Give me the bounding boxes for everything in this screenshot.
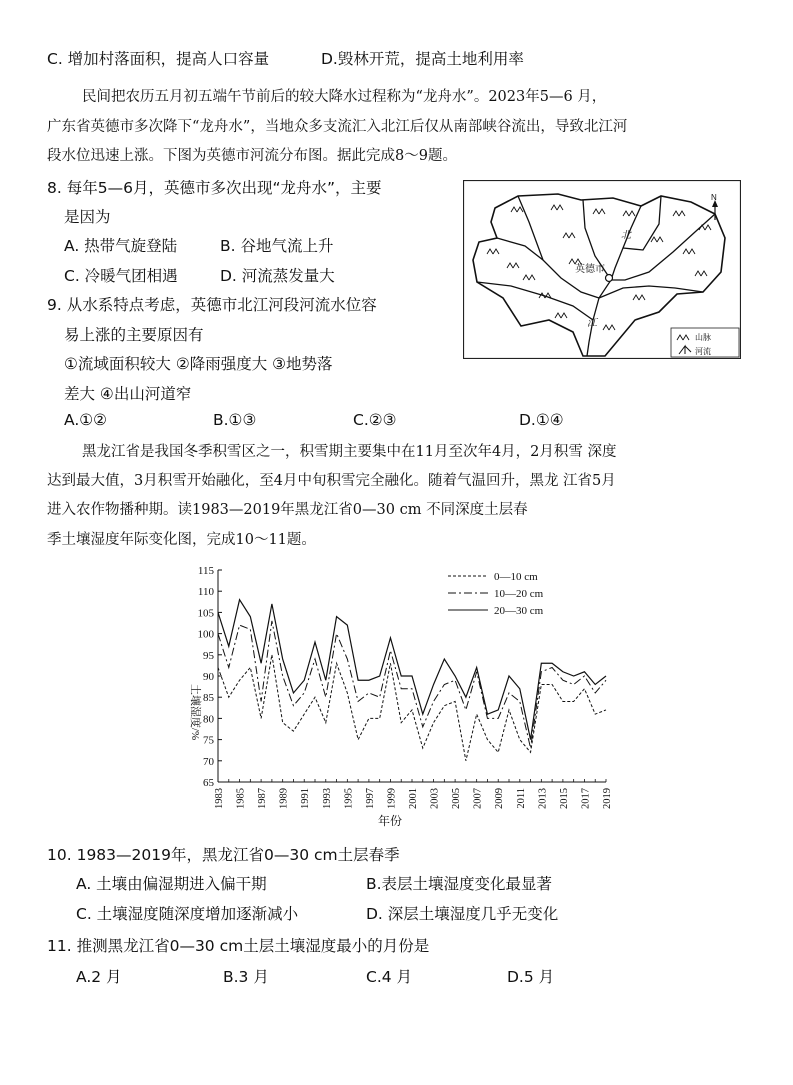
q9-stem-line1: 9. 从水系特点考虑，英德市北江河段河流水位容: [47, 296, 377, 314]
y-tick-label: 65: [203, 777, 214, 789]
passage2-line4: 季土壤湿度年际变化图，完成10～11题。: [47, 532, 316, 548]
x-tick-label: 1999: [386, 788, 398, 809]
passage1-line1: 民间把农历五月初五端午节前后的较大降水过程称为“龙舟水”。2023年5—6 月，: [82, 89, 607, 105]
soil-moisture-chart: [178, 560, 623, 830]
x-tick-label: 1987: [257, 788, 269, 809]
prev-option-d: D.毁林开荒，提高土地利用率: [321, 50, 524, 68]
x-tick-label: 2007: [472, 788, 484, 809]
q9-items-line2: 差大 ④出山河道窄: [64, 385, 192, 403]
y-axis-label: 土壤湿度/%: [189, 684, 201, 741]
prev-option-c: C. 增加村落面积，提高人口容量: [47, 50, 270, 68]
q8-option-a[interactable]: A. 热带气旋登陆: [64, 237, 178, 255]
x-tick-label: 2013: [537, 788, 549, 809]
x-tick-label: 2015: [558, 788, 570, 809]
legend-mountain-label: 山脉: [695, 333, 711, 342]
series-line: [218, 655, 606, 761]
chart-legend: [448, 571, 544, 617]
legend-river-label: 河流: [695, 347, 711, 356]
chart-axes: [198, 565, 614, 809]
x-tick-label: 1993: [321, 788, 333, 809]
q10-option-c[interactable]: C. 土壤湿度随深度增加逐渐减小: [76, 905, 299, 923]
q10-option-b[interactable]: B.表层土壤湿度变化最显著: [366, 875, 553, 893]
river-label-bei: 北: [621, 230, 631, 241]
y-tick-label: 90: [203, 671, 214, 683]
q8-option-d[interactable]: D. 河流蒸发量大: [220, 267, 335, 285]
city-label: 英德市: [575, 264, 605, 275]
y-tick-label: 105: [197, 607, 214, 620]
y-tick-label: 115: [197, 565, 214, 577]
q10-stem: 10. 1983—2019年，黑龙江省0—30 cm土层春季: [47, 846, 400, 864]
north-label: N: [711, 193, 717, 202]
q9-option-d[interactable]: D.①④: [519, 411, 564, 429]
y-tick-label: 80: [203, 713, 214, 726]
q11-stem: 11. 推测黑龙江省0—30 cm土层土壤湿度最小的月份是: [47, 937, 430, 955]
x-tick-label: 2017: [580, 788, 592, 809]
x-tick-label: 1985: [235, 788, 247, 809]
q9-option-b[interactable]: B.①③: [213, 411, 257, 429]
legend-label: 10—20 cm: [494, 588, 544, 600]
x-tick-label: 2001: [408, 788, 419, 809]
q10-option-a[interactable]: A. 土壤由偏湿期进入偏干期: [76, 875, 267, 893]
y-tick-label: 85: [203, 692, 214, 705]
map-legend: [671, 328, 739, 357]
x-tick-label: 2003: [429, 788, 441, 809]
x-tick-label: 2019: [602, 788, 613, 809]
passage2-line2: 达到最大值，3月积雪开始融化，至4月中旬积雪完全融化。随着气温回升，黑龙 江省5月: [47, 473, 616, 489]
city-marker: [606, 275, 613, 282]
passage1-line3: 段水位迅速上涨。下图为英德市河流分布图。据此完成8～9题。: [47, 148, 457, 164]
x-tick-label: 1997: [364, 788, 376, 809]
x-tick-label: 1995: [343, 788, 355, 809]
q10-option-d[interactable]: D. 深层土壤湿度几乎无变化: [366, 905, 559, 923]
q8-option-c[interactable]: C. 冷暖气团相遇: [64, 267, 178, 285]
q11-option-b[interactable]: B.3 月: [223, 968, 269, 986]
passage2-line3: 进入农作物播种期。读1983—2019年黑龙江省0—30 cm 不同深度土层春: [47, 502, 528, 518]
x-tick-label: 1991: [300, 788, 312, 809]
q11-option-c[interactable]: C.4 月: [366, 968, 413, 986]
q9-stem-line2: 易上涨的主要原因有: [64, 326, 204, 344]
q8-stem-line1: 8. 每年5—6月，英德市多次出现“龙舟水”，主要: [47, 179, 382, 197]
legend-label: 20—30 cm: [494, 605, 544, 617]
x-tick-label: 1983: [214, 788, 225, 809]
river-label-jiang: 江: [587, 318, 597, 329]
series-line: [218, 600, 606, 740]
y-tick-label: 110: [197, 586, 214, 599]
q11-option-d[interactable]: D.5 月: [507, 968, 555, 986]
legend-label: 0—10 cm: [494, 571, 538, 583]
q8-option-b[interactable]: B. 谷地气流上升: [220, 237, 334, 255]
y-tick-label: 75: [203, 734, 214, 747]
y-tick-label: 70: [203, 755, 214, 768]
q9-option-a[interactable]: A.①②: [64, 411, 108, 429]
x-tick-label: 2009: [494, 788, 506, 809]
q11-option-a[interactable]: A.2 月: [76, 968, 122, 986]
river-distribution-map: [463, 180, 741, 359]
chart-lines: [218, 600, 606, 761]
x-tick-label: 1989: [278, 788, 290, 809]
y-tick-label: 100: [197, 628, 214, 641]
q9-option-c[interactable]: C.②③: [353, 411, 397, 429]
x-tick-label: 2005: [451, 788, 463, 809]
passage2-line1: 黑龙江省是我国冬季积雪区之一，积雪期主要集中在11月至次年4月，2月积雪 深度: [82, 444, 617, 460]
q9-items-line1: ①流域面积较大 ②降雨强度大 ③地势落: [64, 355, 333, 373]
q8-stem-line2: 是因为: [64, 208, 111, 226]
passage1-line2: 广东省英德市多次降下“龙舟水”，当地众多支流汇入北江后仅从南部峡谷流出，导致北江河: [47, 119, 628, 135]
y-tick-label: 95: [203, 649, 214, 662]
x-tick-label: 2011: [515, 788, 527, 809]
x-axis-label: 年份: [377, 814, 403, 828]
